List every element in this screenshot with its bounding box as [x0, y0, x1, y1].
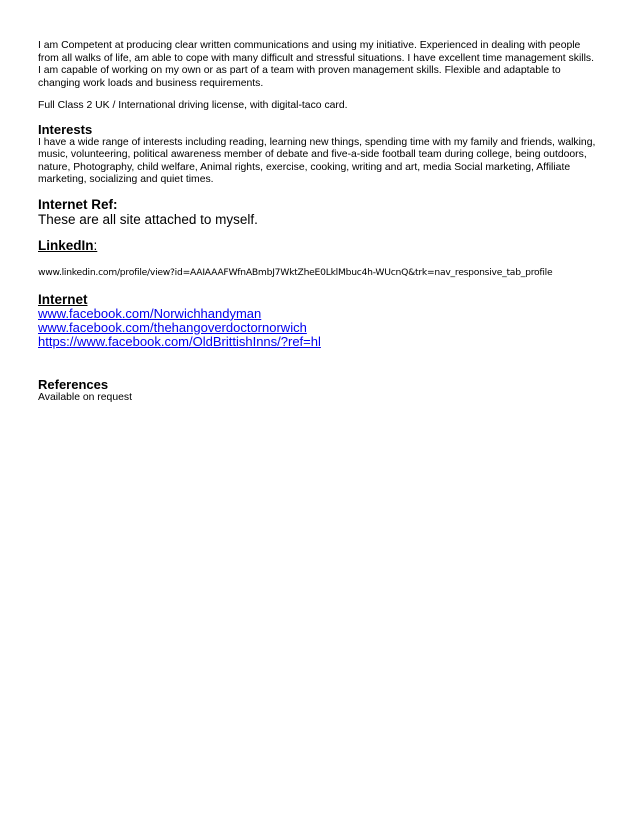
interests-line: music, volunteering, political awareness member of debate and five-a-side football team during college, being outdoors,: [38, 149, 587, 160]
interests-line: marketing, socializing and quiet times.: [38, 174, 214, 185]
internet-heading: Internet: [38, 291, 88, 307]
linkedin-heading-colon: :: [93, 237, 98, 253]
facebook-link-oldbrittishinns[interactable]: https://www.facebook.com/OldBrittishInns/?ref=hl: [38, 333, 321, 349]
summary-line: I am capable of working on my own or as part of a team with proven management skills. Flexible and adaptable to: [38, 65, 561, 76]
summary-line: I am Competent at producing clear written communications and using my initiative. Experienced in dealing with people: [38, 40, 581, 51]
internet-ref-heading: Internet Ref:: [38, 196, 118, 212]
driving-license-text: Full Class 2 UK / International driving license, with digital-taco card.: [38, 100, 348, 111]
references-heading: References: [38, 376, 109, 392]
cv-page: [38, 40, 608, 404]
summary-line: from all walks of life, am able to cope with many difficult and stressful situations. I have excellent time management skills.: [38, 52, 594, 64]
linkedin-heading-label: LinkedIn: [38, 237, 94, 253]
interests-line: I have a wide range of interests including reading, learning new things, spending time with my family and friends, walking,: [38, 136, 596, 148]
facebook-link-norwichhandyman[interactable]: www.facebook.com/Norwichhandyman: [38, 305, 262, 321]
interests-heading: Interests: [38, 121, 93, 137]
summary-paragraph: [38, 40, 608, 90]
references-text: Available on request: [38, 391, 132, 403]
facebook-link-hangoverdoctor[interactable]: www.facebook.com/thehangoverdoctornorwich: [38, 319, 307, 335]
interests-paragraph: [38, 137, 608, 187]
linkedin-heading: [38, 238, 608, 253]
internet-ref-text: These are all site attached to myself.: [38, 211, 258, 227]
linkedin-profile-url: www.linkedin.com/profile/view?id=AAIAAAFWfnABmbJ7WktZheE0LklMbuc4h-WUcnQ&trk=nav_responsive_tab_profile: [38, 266, 553, 278]
summary-line: changing work loads and business requirements.: [38, 77, 264, 89]
internet-links: [38, 307, 608, 349]
interests-line: nature, Photography, child welfare, Animal rights, exercise, cooking, writing and art, media Social marketing, Affiliate: [38, 161, 571, 173]
